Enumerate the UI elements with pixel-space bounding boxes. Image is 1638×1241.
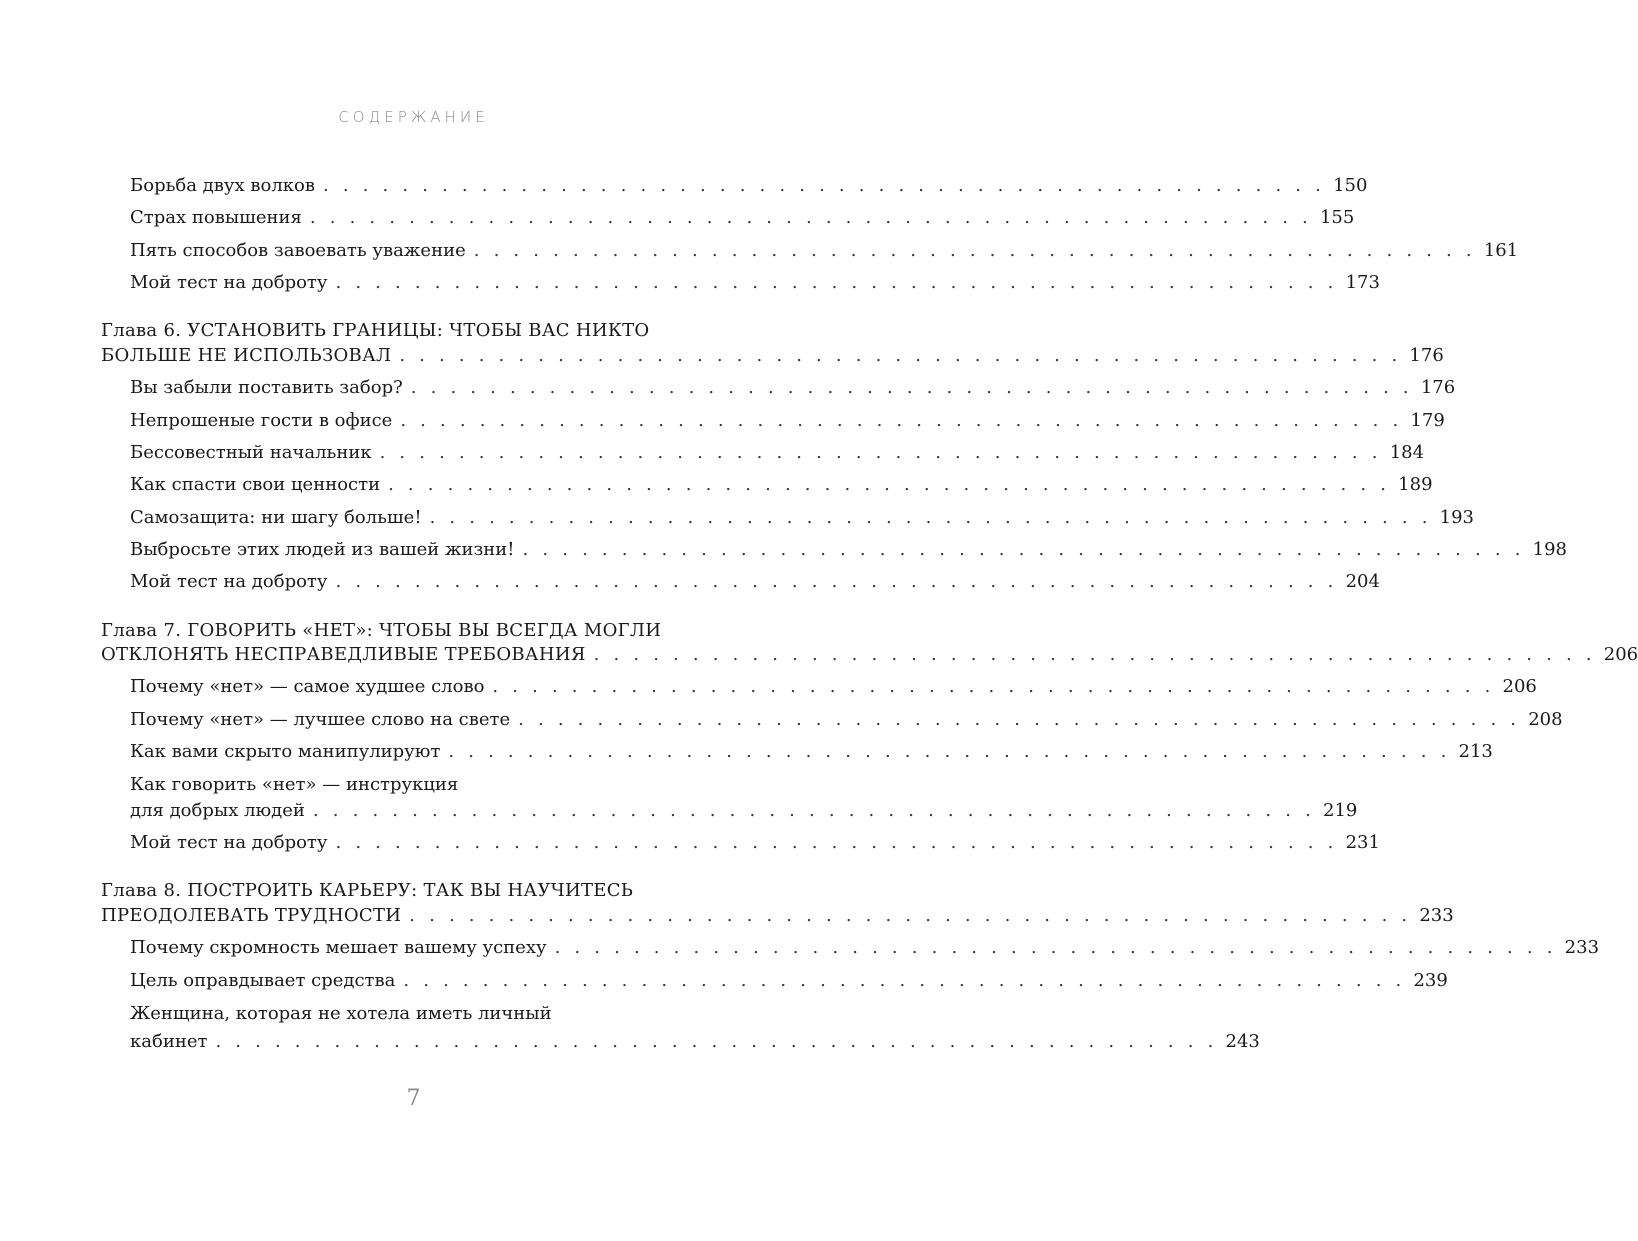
toc-entry-page: 184 [1389, 442, 1425, 463]
toc-entry-page: 206 [1603, 644, 1638, 665]
toc-entry [130, 965, 1448, 997]
toc-entry-title: Как спасти свои ценности [130, 474, 381, 495]
leader-dots: . . . . . . . . . . . . . . . . . . . . . . . . . . . . . . . . . . . . . . . . . . . . . . . . . . . [403, 970, 1406, 991]
leader-dots: . . . . . . . . . . . . . . . . . . . . . . . . . . . . . . . . . . . . . . . . . . . . . . . . . . . [399, 345, 1402, 366]
toc-entry-page: 176 [1420, 377, 1456, 398]
toc-entry-page: 213 [1458, 741, 1493, 762]
leader-dots: . . . . . . . . . . . . . . . . . . . . . . . . . . . . . . . . . . . . . . . . . . . . . . . . . . . [215, 1031, 1218, 1052]
leader-dots: . . . . . . . . . . . . . . . . . . . . . . . . . . . . . . . . . . . . . . . . . . . . . . . . . . . [473, 240, 1476, 261]
leader-dots: . . . . . . . . . . . . . . . . . . . . . . . . . . . . . . . . . . . . . . . . . . . . . . . . . . . [593, 644, 1596, 665]
toc-entry-page: 233 [1564, 937, 1600, 958]
toc-entry-page: 179 [1410, 410, 1445, 431]
toc-entry-page: 173 [1345, 272, 1380, 293]
toc-entry [130, 704, 1563, 736]
toc-entry [130, 1026, 1260, 1058]
toc-entry-page: 208 [1528, 709, 1563, 730]
leader-dots: . . . . . . . . . . . . . . . . . . . . . . . . . . . . . . . . . . . . . . . . . . . . . . . . . . . [335, 571, 1338, 592]
toc-entry-page: 150 [1333, 175, 1368, 196]
toc-entry [130, 437, 1425, 469]
toc-entry-title: Вы забыли поставить забор? [130, 377, 403, 398]
chapter-7-entry [101, 639, 1638, 671]
toc-entry [130, 502, 1475, 534]
toc-entry-title: Почему скромность мешает вашему успеху [130, 937, 547, 958]
toc-entry-page: 243 [1225, 1031, 1260, 1052]
toc-entry-page: 233 [1419, 905, 1454, 926]
leader-dots: . . . . . . . . . . . . . . . . . . . . . . . . . . . . . . . . . . . . . . . . . . . . . . . . . . . [312, 800, 1316, 821]
chapter-6-entry [101, 340, 1444, 372]
toc-entry-page: 176 [1409, 345, 1444, 366]
toc-entry-title: Как вами скрыто манипулируют [130, 741, 441, 762]
toc-entry [130, 932, 1600, 964]
toc-entry [130, 202, 1355, 234]
toc-entry-title: Бессовестный начальник [130, 442, 372, 463]
leader-dots: . . . . . . . . . . . . . . . . . . . . . . . . . . . . . . . . . . . . . . . . . . . . . . . . . . . [518, 709, 1521, 730]
toc-entry-title: БОЛЬШЕ НЕ ИСПОЛЬЗОВАЛ [101, 345, 392, 366]
leader-dots: . . . . . . . . . . . . . . . . . . . . . . . . . . . . . . . . . . . . . . . . . . . . . . . . . . . [335, 272, 1338, 293]
toc-entry-page: 239 [1413, 970, 1448, 991]
toc-entry-title: кабинет [130, 1031, 208, 1052]
chapter-7-title-line1: Глава 7. ГОВОРИТЬ «НЕТ»: ЧТОБЫ ВЫ ВСЕГДА МОГЛИ [101, 620, 662, 641]
toc-entry [130, 372, 1456, 404]
toc-entry [130, 827, 1380, 859]
leader-dots: . . . . . . . . . . . . . . . . . . . . . . . . . . . . . . . . . . . . . . . . . . . . . . . . . . . [448, 741, 1451, 762]
chapter-8-entry [101, 900, 1454, 932]
toc-entry-title: Мой тест на доброту [130, 272, 328, 293]
toc-entry-page: 161 [1483, 240, 1519, 261]
toc-entry-title: Почему «нет» — лучшее слово на свете [130, 709, 511, 730]
toc-entry [130, 235, 1519, 267]
toc-entry-title: Пять способов завоевать уважение [130, 240, 466, 261]
toc-entry-page: 231 [1345, 832, 1380, 853]
toc-entry [130, 736, 1493, 768]
toc-entry-page: 219 [1323, 800, 1358, 821]
running-header: СОДЕРЖАНИЕ [338, 108, 489, 126]
leader-dots: . . . . . . . . . . . . . . . . . . . . . . . . . . . . . . . . . . . . . . . . . . . . . . . . . . . [409, 905, 1412, 926]
toc-entry-page: 155 [1319, 207, 1355, 228]
toc-entry-page: 206 [1502, 676, 1537, 697]
page-number: 7 [406, 1086, 421, 1111]
toc-entry-title: Почему «нет» — самое худшее слово [130, 676, 485, 697]
toc-entry [130, 469, 1433, 501]
leader-dots: . . . . . . . . . . . . . . . . . . . . . . . . . . . . . . . . . . . . . . . . . . . . . . . . . . . [400, 410, 1403, 431]
leader-dots: . . . . . . . . . . . . . . . . . . . . . . . . . . . . . . . . . . . . . . . . . . . . . . . . . . . [388, 474, 1391, 495]
toc-entry-title: Цель оправдывает средства [130, 970, 396, 991]
leader-dots: . . . . . . . . . . . . . . . . . . . . . . . . . . . . . . . . . . . . . . . . . . . . . . . . . . . [335, 832, 1338, 853]
toc-entry-title: Мой тест на доброту [130, 832, 328, 853]
chapter-6-title-line1: Глава 6. УСТАНОВИТЬ ГРАНИЦЫ: ЧТОБЫ ВАС НИКТО [101, 320, 650, 341]
toc-entry-title: Мой тест на доброту [130, 571, 328, 592]
toc-entry-page: 193 [1439, 507, 1475, 528]
toc-entry [130, 671, 1537, 703]
toc-entry-title: Борьба двух волков [130, 175, 315, 196]
toc-entry-page: 189 [1398, 474, 1433, 495]
toc-entry-title: Выбросьте этих людей из вашей жизни! [130, 539, 515, 560]
leader-dots: . . . . . . . . . . . . . . . . . . . . . . . . . . . . . . . . . . . . . . . . . . . . . . . . . . . [410, 377, 1413, 398]
toc-entry [130, 405, 1445, 437]
toc-entry [130, 534, 1567, 566]
toc-entry-title: ОТКЛОНЯТЬ НЕСПРАВЕДЛИВЫЕ ТРЕБОВАНИЯ [101, 644, 586, 665]
leader-dots: . . . . . . . . . . . . . . . . . . . . . . . . . . . . . . . . . . . . . . . . . . . . . . . . . . . [522, 539, 1525, 560]
leader-dots: . . . . . . . . . . . . . . . . . . . . . . . . . . . . . . . . . . . . . . . . . . . . . . . . . . . [322, 175, 1326, 196]
leader-dots: . . . . . . . . . . . . . . . . . . . . . . . . . . . . . . . . . . . . . . . . . . . . . . . . . . . [554, 937, 1557, 958]
toc-entry [130, 267, 1380, 299]
toc-entry-title-line1: Как говорить «нет» — инструкция [130, 774, 459, 795]
toc-entry-title: ПРЕОДОЛЕВАТЬ ТРУДНОСТИ [101, 905, 402, 926]
toc-entry-title: Непрошеные гости в офисе [130, 410, 393, 431]
leader-dots: . . . . . . . . . . . . . . . . . . . . . . . . . . . . . . . . . . . . . . . . . . . . . . . . . . . [379, 442, 1382, 463]
toc-entry [130, 795, 1358, 827]
leader-dots: . . . . . . . . . . . . . . . . . . . . . . . . . . . . . . . . . . . . . . . . . . . . . . . . . . . [309, 207, 1312, 228]
toc-entry-title: Самозащита: ни шагу больше! [130, 507, 422, 528]
leader-dots: . . . . . . . . . . . . . . . . . . . . . . . . . . . . . . . . . . . . . . . . . . . . . . . . . . . [429, 507, 1432, 528]
chapter-8-title-line1: Глава 8. ПОСТРОИТЬ КАРЬЕРУ: ТАК ВЫ НАУЧИТЕСЬ [101, 880, 634, 901]
toc-entry [130, 170, 1368, 202]
toc-entry-page: 198 [1532, 539, 1567, 560]
toc-entry-title: для добрых людей [130, 800, 305, 821]
toc-entry-title: Страх повышения [130, 207, 302, 228]
toc-entry [130, 566, 1380, 598]
toc-entry-title-line1: Женщина, которая не хотела иметь личный [130, 1003, 552, 1024]
leader-dots: . . . . . . . . . . . . . . . . . . . . . . . . . . . . . . . . . . . . . . . . . . . . . . . . . . . [492, 676, 1495, 697]
toc-entry-page: 204 [1345, 571, 1380, 592]
